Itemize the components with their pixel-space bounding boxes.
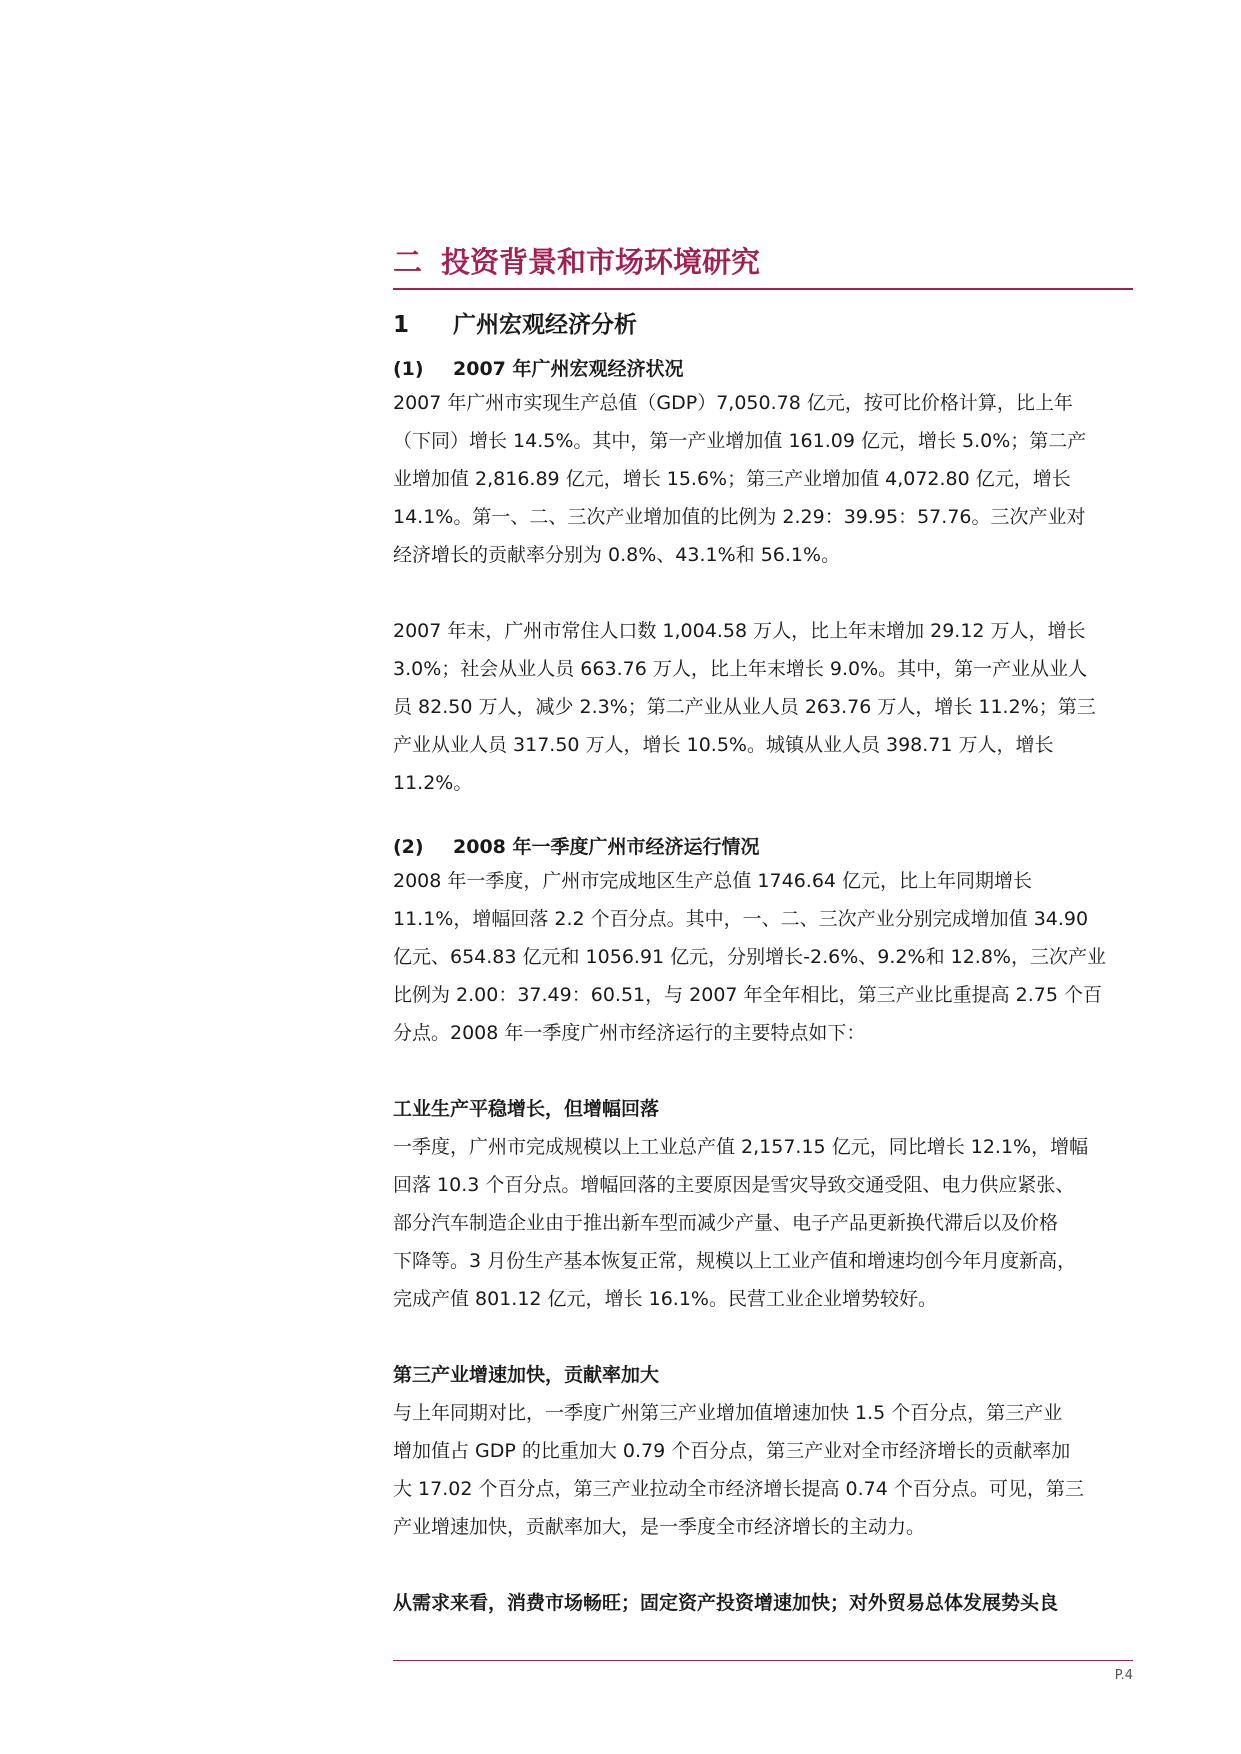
text-line: 产业从业人员 317.50 万人，增长 10.5%。城镇从业人员 398.71 万人，增长: [393, 734, 1054, 756]
text-line: （下同）增长 14.5%。其中，第一产业增加值 161.09 亿元，增长 5.0%；第二产: [393, 430, 1087, 452]
text-line: 一季度，广州市完成规模以上工业总产值 2,157.15 亿元，同比增长 12.1%，增幅: [393, 1136, 1089, 1158]
text-line: 员 82.50 万人，减少 2.3%；第二产业从业人员 263.76 万人，增长 11.2%；第三: [393, 696, 1096, 718]
part1-heading: [393, 354, 1133, 384]
text-line: 产业增速加快，贡献率加大，是一季度全市经济增长的主动力。: [393, 1516, 926, 1538]
text-line: 完成产值 801.12 亿元，增长 16.1%。民营工业企业增势较好。: [393, 1288, 937, 1310]
gdp-2007-paragraph: [393, 384, 1133, 574]
text-line: 与上年同期对比，一季度广州第三产业增加值增速加快 1.5 个百分点，第三产业: [393, 1402, 1063, 1424]
part2-title: 2008 年一季度广州市经济运行情况: [453, 836, 760, 858]
part2-number: (2): [393, 836, 424, 858]
industry-subheading: 工业生产平稳增长，但增幅回落: [393, 1098, 660, 1120]
text-line: 11.1%，增幅回落 2.2 个百分点。其中，一、二、三次产业分别完成增加值 34.90: [393, 908, 1089, 930]
part2-heading: [393, 832, 1133, 862]
footer-divider: [393, 1660, 1133, 1661]
text-line: 3.0%；社会从业人员 663.76 万人，比上年末增长 9.0%。其中，第一产业从业人: [393, 658, 1088, 680]
text-line: 业增加值 2,816.89 亿元，增长 15.6%；第三产业增加值 4,072.80 亿元，增长: [393, 468, 1071, 490]
population-2007-paragraph: [393, 612, 1133, 802]
text-line: 部分汽车制造企业由于推出新车型而减少产量、电子产品更新换代滞后以及价格: [393, 1212, 1059, 1234]
text-line: 亿元、654.83 亿元和 1056.91 亿元，分别增长-2.6%、9.2%和 12.8%，三次产业: [393, 946, 1106, 968]
page-number: P.4: [1114, 1668, 1133, 1683]
subsection-title: 广州宏观经济分析: [453, 312, 637, 338]
tertiary-subheading: 第三产业增速加快，贡献率加大: [393, 1364, 660, 1386]
text-line: 2008 年一季度，广州市完成地区生产总值 1746.64 亿元，比上年同期增长: [393, 870, 1033, 892]
text-line: 下降等。3 月份生产基本恢复正常，规模以上工业产值和增速均创今年月度新高，: [393, 1250, 1077, 1272]
part1-number: (1): [393, 358, 424, 380]
text-line: 分点。2008 年一季度广州市经济运行的主要特点如下：: [393, 1022, 866, 1044]
text-line: 回落 10.3 个百分点。增幅回落的主要原因是雪灾导致交通受阻、电力供应紧张、: [393, 1174, 1075, 1196]
demand-subheading: 从需求来看，消费市场畅旺；固定资产投资增速加快；对外贸易总体发展势头良: [393, 1592, 1059, 1614]
text-line: 经济增长的贡献率分别为 0.8%、43.1%和 56.1%。: [393, 544, 841, 566]
industry-paragraph: [393, 1128, 1133, 1318]
section-heading: [393, 242, 1133, 290]
part1-title: 2007 年广州宏观经济状况: [453, 358, 684, 380]
tertiary-paragraph: [393, 1394, 1133, 1546]
q1-2008-paragraph: [393, 862, 1133, 1052]
text-line: 增加值占 GDP 的比重加大 0.79 个百分点，第三产业对全市经济增长的贡献率加: [393, 1440, 1071, 1462]
text-line: 大 17.02 个百分点，第三产业拉动全市经济增长提高 0.74 个百分点。可见，第三: [393, 1478, 1084, 1500]
section-number: 二: [393, 245, 423, 279]
subsection-heading: [393, 308, 1133, 342]
text-line: 2007 年广州市实现生产总值（GDP）7,050.78 亿元，按可比价格计算，比上年: [393, 392, 1073, 414]
page-content: [393, 242, 1133, 1622]
text-line: 14.1%。第一、二、三次产业增加值的比例为 2.29：39.95：57.76。三次产业对: [393, 506, 1086, 528]
text-line: 2007 年末，广州市常住人口数 1,004.58 万人，比上年末增加 29.12 万人，增长: [393, 620, 1086, 642]
text-line: 11.2%。: [393, 772, 473, 794]
text-line: 比例为 2.00：37.49：60.51，与 2007 年全年相比，第三产业比重提高 2.75 个百: [393, 984, 1102, 1006]
section-title: 投资背景和市场环境研究: [441, 245, 761, 279]
subsection-number: 1: [393, 312, 410, 338]
